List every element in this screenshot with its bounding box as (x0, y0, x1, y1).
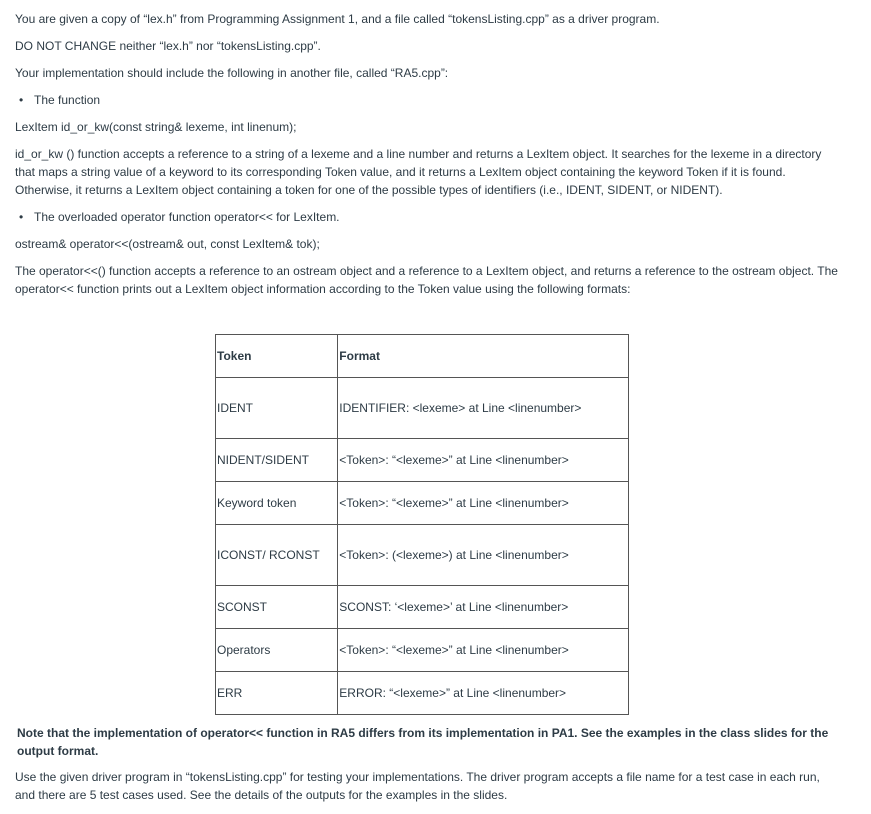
operator-description: The operator<<() function accepts a reference to an ostream object and a reference to a LexItem object, and returns a reference to the ostream object. The operator<< function prints out a LexItem object information according to the Token value using the following formats: (15, 264, 838, 296)
format-cell: ERROR: “<lexeme>” at Line <linenumber> (338, 672, 629, 715)
bullet-icon: • (19, 210, 24, 224)
bullet-icon: • (19, 93, 24, 107)
table-row (216, 439, 629, 482)
table-header-row (216, 335, 629, 378)
table-header-format: Format (338, 335, 629, 378)
table-row (216, 482, 629, 525)
implementation-paragraph: Your implementation should include the following in another file, called “RA5.cpp”: (15, 66, 449, 80)
table-row (216, 586, 629, 629)
table-row (216, 525, 629, 586)
token-cell: NIDENT/SIDENT (216, 439, 338, 482)
format-cell: <Token>: “<lexeme>” at Line <linenumber> (338, 482, 629, 525)
table-header-token: Token (216, 335, 338, 378)
table-row (216, 629, 629, 672)
format-cell: SCONST: ‘<lexeme>’ at Line <linenumber> (338, 586, 629, 629)
format-cell: <Token>: “<lexeme>” at Line <linenumber> (338, 439, 629, 482)
format-cell: <Token>: “<lexeme>” at Line <linenumber> (338, 629, 629, 672)
token-cell: ICONST/ RCONST (216, 525, 338, 586)
intro-paragraph: You are given a copy of “lex.h” from Programming Assignment 1, and a file called “tokensListing.cpp” as a driver program. (15, 12, 660, 26)
closing-paragraph: Use the given driver program in “tokensListing.cpp” for testing your implementations. The driver program accepts a file name for a test case in each run, and there are 5 test cases used. See the details of the outputs for the examples in the slides. (15, 770, 820, 802)
format-table (215, 334, 629, 715)
table-row (216, 378, 629, 439)
do-not-change-paragraph: DO NOT CHANGE neither “lex.h” nor “tokensListing.cpp”. (15, 39, 321, 53)
note-paragraph: Note that the implementation of operator<< function in RA5 differs from its implementation in PA1. See the examples in the class slides for the output format. (17, 726, 829, 758)
signature-operator: ostream& operator<<(ostream& out, const LexItem& tok); (15, 237, 320, 251)
signature-id-or-kw: LexItem id_or_kw(const string& lexeme, int linenum); (15, 120, 297, 134)
token-cell: ERR (216, 672, 338, 715)
id-or-kw-description: id_or_kw () function accepts a reference to a string of a lexeme and a line number and returns a LexItem object. It searches for the lexeme in a directory that maps a string value of a keyword to its corresponding Token value, and it returns a LexItem object containing the keyword Token if it is found. Otherwise, it returns a LexItem object containing a token for one of the possible types of identifiers (i.e., IDENT, SIDENT, or NIDENT). (15, 147, 822, 197)
token-cell: IDENT (216, 378, 338, 439)
table-row (216, 672, 629, 715)
bullet-text: The function (34, 93, 101, 107)
bullet-item-function (19, 91, 100, 109)
token-cell: SCONST (216, 586, 338, 629)
format-cell: <Token>: (<lexeme>) at Line <linenumber> (338, 525, 629, 586)
bullet-item-operator (19, 208, 340, 226)
bullet-text: The overloaded operator function operator<< for LexItem. (34, 210, 340, 224)
token-cell: Operators (216, 629, 338, 672)
format-cell: IDENTIFIER: <lexeme> at Line <linenumber> (338, 378, 629, 439)
token-cell: Keyword token (216, 482, 338, 525)
